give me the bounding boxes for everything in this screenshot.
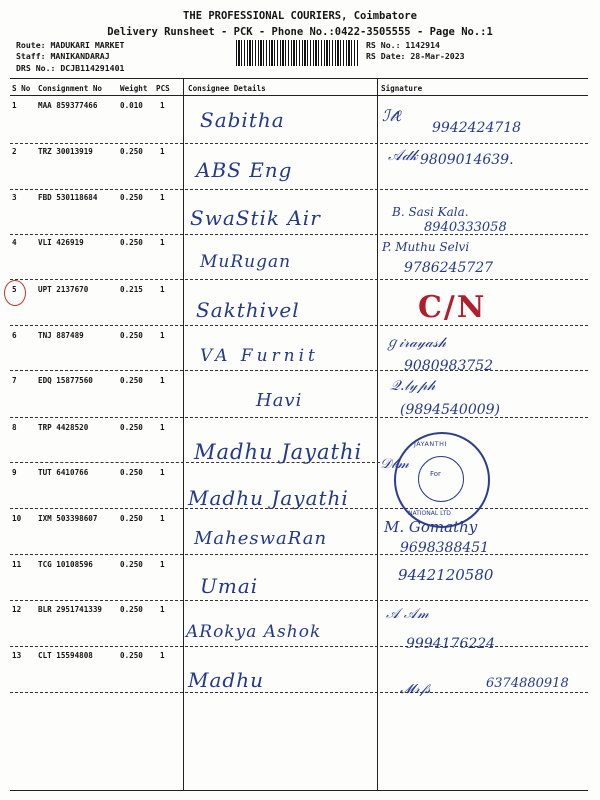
row-consignment: TCG 10108596 (38, 560, 93, 569)
row-pcs: 1 (160, 468, 165, 477)
consignee-handwriting: Madhu Jayathi (194, 440, 363, 464)
signature-name: B. Sasi Kala. (392, 205, 469, 219)
row-sno: 4 (12, 238, 17, 247)
signature-phone: 6374880918 (486, 676, 569, 691)
table-bottom-border (10, 790, 588, 791)
col-sno: S No (12, 84, 31, 93)
signature-phone: (9894540009) (400, 402, 500, 418)
row-pcs: 1 (160, 423, 165, 432)
signature-phone: 9809014639. (420, 152, 514, 168)
row-sno: 7 (12, 376, 17, 385)
row-pcs: 1 (160, 651, 165, 660)
row-sno: 9 (12, 468, 17, 477)
row-pcs: 1 (160, 331, 165, 340)
row-sno: 5 (12, 285, 17, 294)
consignee-handwriting: ARokya Ashok (186, 622, 322, 642)
row-sno: 8 (12, 423, 17, 432)
rs-date: RS Date: 28-Mar-2023 (366, 51, 465, 61)
row-sno: 3 (12, 193, 17, 202)
signature-phone: 9942424718 (432, 120, 522, 136)
row-divider (10, 646, 588, 647)
row-weight: 0.250 (120, 651, 143, 660)
consignee-handwriting: MuRugan (200, 252, 292, 272)
header-bottom-border (10, 95, 588, 96)
rs-number: RS No.: 1142914 (366, 40, 440, 50)
row-divider (10, 370, 588, 371)
consignee-handwriting: Sakthivel (196, 298, 300, 322)
row-consignment: EDQ 15877560 (38, 376, 93, 385)
row-sno: 2 (12, 147, 17, 156)
signature-scribble: 𝓜𝓇𝒻𝓈 (400, 682, 431, 697)
row-weight: 0.250 (120, 238, 143, 247)
row-weight: 0.250 (120, 193, 143, 202)
row-consignment: IXM 503398607 (38, 514, 98, 523)
consignee-handwriting: SwaStik Air (190, 206, 321, 230)
row-pcs: 1 (160, 514, 165, 523)
signature-scribble: 𝒜 𝒜𝓂 (386, 606, 429, 622)
row-divider (10, 279, 588, 280)
row-weight: 0.250 (120, 468, 143, 477)
signature-name: P. Muthu Selvi (382, 240, 470, 254)
seal-text-bottom: NATIONAL LTD (408, 510, 451, 517)
row-sno: 12 (12, 605, 22, 614)
col-consignee: Consignee Details (188, 84, 266, 93)
row-pcs: 1 (160, 376, 165, 385)
consignee-handwriting: Umai (200, 574, 259, 598)
row-consignment: CLT 15594808 (38, 651, 93, 660)
signature-scribble: ℊ𝒾𝓇𝒶𝓎𝒶𝓈𝒽 (385, 335, 447, 351)
row-consignment: TUT 6410766 (38, 468, 89, 477)
row-weight: 0.215 (120, 285, 143, 294)
row-sno: 13 (12, 651, 22, 660)
company-title: THE PROFESSIONAL COURIERS, Coimbatore (183, 10, 417, 22)
row-pcs: 1 (160, 147, 165, 156)
col-pcs: PCS (156, 84, 170, 93)
signature-phone: 8940333058 (424, 220, 507, 235)
seal-text-top: JAYANTHI (414, 440, 447, 448)
signature-phone: 9786245727 (404, 260, 494, 276)
row-consignment: TRP 4428520 (38, 423, 89, 432)
row-consignment: FBD 530118684 (38, 193, 98, 202)
row-sno: 6 (12, 331, 17, 340)
signature-scribble: ℐ𝓉ℓ (382, 106, 402, 125)
row-divider (10, 692, 588, 693)
signature-phone: 9698388451 (400, 540, 490, 556)
row-divider (10, 325, 588, 326)
signature-phone: 9080983752 (404, 358, 494, 374)
row-pcs: 1 (160, 193, 165, 202)
row-divider (10, 600, 588, 601)
consignee-handwriting: Madhu (188, 668, 264, 692)
row-weight: 0.250 (120, 331, 143, 340)
row-divider (10, 143, 588, 144)
row-divider (10, 189, 588, 190)
row-divider (10, 417, 588, 418)
row-consignment: TNJ 887489 (38, 331, 84, 340)
row-consignment: BLR 2951741339 (38, 605, 103, 614)
row-consignment: VLI 426919 (38, 238, 84, 247)
row-consignment: TRZ 30013919 (38, 147, 93, 156)
row-weight: 0.010 (120, 101, 143, 110)
consignee-handwriting: VA Furnit (200, 346, 319, 366)
row-pcs: 1 (160, 560, 165, 569)
consignee-handwriting: Sabitha (200, 108, 285, 132)
row-weight: 0.250 (120, 605, 143, 614)
signature-phone: 9442120580 (398, 566, 494, 584)
row-sno: 1 (12, 101, 17, 110)
row-consignment: MAA 859377466 (38, 101, 98, 110)
seal-text-middle: For (430, 470, 441, 478)
consignee-handwriting: Madhu Jayathi (188, 486, 349, 510)
column-divider-signature (377, 78, 378, 790)
row-weight: 0.250 (120, 376, 143, 385)
row-divider (10, 234, 588, 235)
row-pcs: 1 (160, 238, 165, 247)
row-consignment: UPT 2137670 (38, 285, 89, 294)
row-sno: 11 (12, 560, 22, 569)
column-divider-consignee (183, 78, 184, 790)
table-top-border (10, 78, 588, 79)
row-divider (10, 462, 380, 463)
row-pcs: 1 (160, 101, 165, 110)
col-consignment: Consignment No (38, 84, 103, 93)
row-pcs: 1 (160, 285, 165, 294)
staff-label: Staff: MANIKANDARAJ (16, 51, 110, 61)
signature-name: M. Gomathy (384, 518, 478, 536)
col-weight: Weight (120, 84, 148, 93)
row-sno: 10 (12, 514, 22, 523)
consignee-handwriting: Havi (256, 390, 303, 411)
company-seal (394, 432, 490, 528)
row-weight: 0.250 (120, 423, 143, 432)
consignee-handwriting: MaheswaRan (194, 528, 328, 549)
runsheet-subtitle: Delivery Runsheet - PCK - Phone No.:0422-3505555 - Page No.:1 (107, 26, 493, 38)
row-divider (10, 508, 588, 509)
signature-scribble: 𝒟𝒷𝓂 (380, 456, 410, 472)
barcode (236, 40, 358, 66)
row-weight: 0.250 (120, 147, 143, 156)
row-divider (10, 554, 588, 555)
row-weight: 0.250 (120, 514, 143, 523)
route-label: Route: MADUKARI MARKET (16, 40, 125, 50)
row-pcs: 1 (160, 605, 165, 614)
row-weight: 0.250 (120, 560, 143, 569)
signature-scribble: 𝒬.𝓁𝓎𝓅𝒽 (390, 378, 436, 394)
seal-inner-ring (418, 456, 464, 502)
signature-scribble: 𝒜𝒹𝓀 (388, 146, 418, 164)
consignee-handwriting: ABS Eng (196, 158, 293, 182)
cn-stamp: C/N (418, 290, 487, 325)
col-signature: Signature (381, 84, 423, 93)
signature-phone: 9994176224 (406, 636, 496, 652)
drs-number: DRS No.: DCJB114291401 (16, 63, 125, 73)
